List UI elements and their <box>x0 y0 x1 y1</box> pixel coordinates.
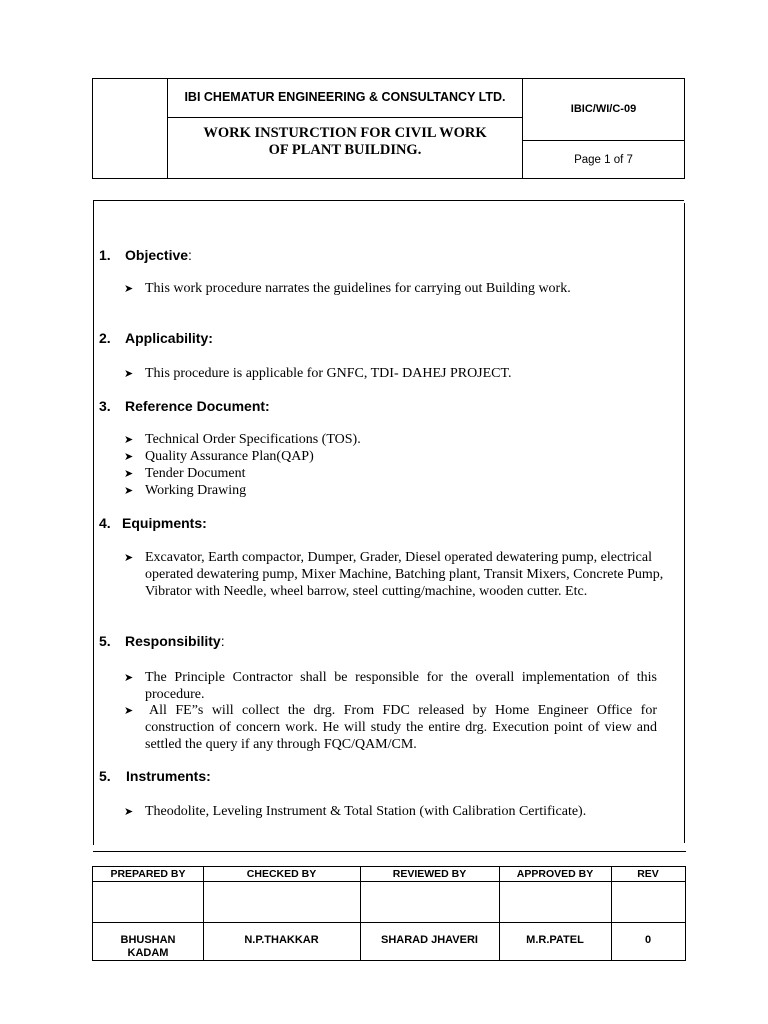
list-item-text: Tender Document <box>145 466 246 481</box>
column-header-approved-by: APPROVED BY <box>516 868 594 880</box>
arrowhead-bullet-icon: ➤ <box>124 484 134 497</box>
section-title: Applicability: <box>125 330 213 346</box>
list-item <box>124 365 657 382</box>
list-item <box>124 669 657 703</box>
body-frame-left <box>93 200 94 845</box>
section-heading-instruments <box>99 768 211 784</box>
header-meta-divider <box>523 140 684 141</box>
section-number: 1. <box>99 247 111 263</box>
arrowhead-bullet-icon: ➤ <box>124 671 134 684</box>
list-item <box>124 803 657 820</box>
approval-table <box>92 866 686 961</box>
header-divider <box>168 117 522 118</box>
section-number: 5. <box>99 633 111 649</box>
list-item <box>124 549 664 600</box>
body-frame-top <box>93 200 684 201</box>
list-item-text: The Principle Contractor shall be responsible for the overall implementation of this procedure. <box>145 670 657 702</box>
section-heading-equipments <box>99 515 207 531</box>
section-number: 2. <box>99 330 111 346</box>
list-item-text: Technical Order Specifications (TOS). <box>145 432 361 447</box>
reviewed-by-value: SHARAD JHAVERI <box>381 934 478 946</box>
list-item <box>124 280 591 297</box>
prepared-by-line: KADAM <box>127 947 169 959</box>
header-logo-cell <box>93 79 168 178</box>
document-title-line-2: OF PLANT BUILDING. <box>268 142 422 158</box>
section-heading-responsibility <box>99 633 225 649</box>
table-divider <box>93 881 685 882</box>
section-title-colon: : <box>220 633 225 649</box>
arrowhead-bullet-icon: ➤ <box>124 551 134 564</box>
table-divider <box>93 922 685 923</box>
list-item <box>124 702 657 753</box>
list-item-text: This procedure is applicable for GNFC, TDI- DAHEJ PROJECT. <box>145 366 512 381</box>
list-item-text: Theodolite, Leveling Instrument & Total Station (with Calibration Certificate). <box>145 804 587 819</box>
section-title: Objective <box>125 247 189 263</box>
header-meta-cell <box>523 79 684 178</box>
list-item-text: All FE”s will collect the drg. From FDC released by Home Engineer Office for construction of concern work. He will study the entire drg. Execution point of view and settled the query if any through FQC/QAM/CM. <box>145 703 657 752</box>
column-header-prepared-by: PREPARED BY <box>110 868 186 880</box>
document-code: IBIC/WI/C-09 <box>570 103 637 115</box>
column-header-reviewed-by: REVIEWED BY <box>392 868 467 880</box>
page-number: Page 1 of 7 <box>574 154 633 166</box>
list-item-text: Working Drawing <box>145 483 247 498</box>
section-heading-objective <box>99 247 192 263</box>
section-number: 3. <box>99 398 111 414</box>
list-item <box>124 465 657 482</box>
column-header-checked-by: CHECKED BY <box>246 868 317 880</box>
body-frame-bottom <box>93 851 686 852</box>
list-item <box>124 448 657 465</box>
arrowhead-bullet-icon: ➤ <box>124 467 134 480</box>
document-header-table <box>92 78 685 179</box>
section-title: Equipments: <box>122 515 207 531</box>
section-heading-applicability <box>99 330 213 346</box>
section-number: 4. <box>99 515 111 531</box>
company-name: IBI CHEMATUR ENGINEERING & CONSULTANCY LTD. <box>184 90 506 104</box>
list-item <box>124 431 657 448</box>
arrowhead-bullet-icon: ➤ <box>124 433 134 446</box>
revision-value: 0 <box>644 934 652 946</box>
section-heading-reference-document <box>99 398 270 414</box>
arrowhead-bullet-icon: ➤ <box>124 367 134 380</box>
checked-by-value: N.P.THAKKAR <box>244 934 319 946</box>
column-header-rev: REV <box>637 868 659 880</box>
arrowhead-bullet-icon: ➤ <box>124 450 134 463</box>
approved-by-value: M.R.PATEL <box>526 934 584 946</box>
prepared-by-line: BHUSHAN <box>120 934 176 946</box>
list-item-text: Quality Assurance Plan(QAP) <box>145 449 314 464</box>
document-title <box>178 125 512 159</box>
arrowhead-bullet-icon: ➤ <box>124 282 134 295</box>
arrowhead-bullet-icon: ➤ <box>124 805 134 818</box>
section-number: 5. <box>99 768 111 784</box>
arrowhead-bullet-icon: ➤ <box>124 704 134 717</box>
prepared-by-value <box>93 934 203 960</box>
section-title: Responsibility <box>125 633 221 649</box>
list-item-text: This work procedure narrates the guidelines for carrying out Building work. <box>145 281 571 296</box>
body-frame-right <box>684 203 685 843</box>
header-title-cell <box>168 79 523 178</box>
section-title-colon: : <box>188 247 192 263</box>
list-item-text: Excavator, Earth compactor, Dumper, Grader, Diesel operated dewatering pump, electrical operated dewatering pump, Mixer Machine, Batching plant, Transit Mixers, Concrete Pump, Vibrator with Needle, wheel barrow, steel cutting/machine, wooden cutter. Etc. <box>145 550 664 599</box>
list-item <box>124 482 657 499</box>
section-title: Reference Document: <box>125 398 270 414</box>
document-title-line-1: WORK INSTURCTION FOR CIVIL WORK <box>203 125 487 141</box>
section-title: Instruments: <box>126 768 211 784</box>
